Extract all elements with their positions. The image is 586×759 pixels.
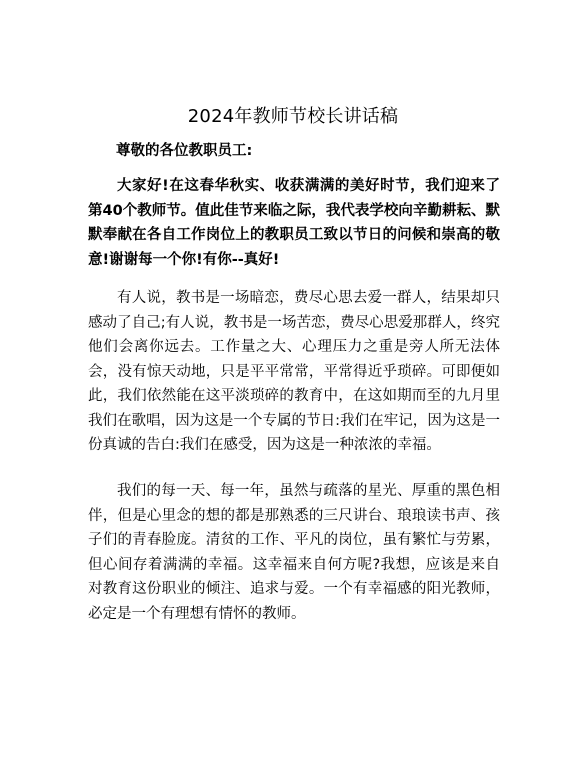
salutation: 尊敬的各位教职员工:: [116, 143, 253, 159]
paragraph-happiness: 我们的每一天、每一年，虽然与疏落的星光、厚重的黑色相伴，但是心里念的想的都是那熟悉的三尺讲台、琅琅读书声、孩子们的青春脸庞。清贫的工作、平凡的岗位，虽有繁忙与劳累，但心间存着满满的幸福。这幸福来自何方呢?我想，应该是来自对教育这份职业的倾注、追求与爱。一个有幸福感的阳光教师，必定是一个有理想有情怀的教师。: [88, 483, 500, 622]
document-title: 2024年教师节校长讲话稿: [187, 106, 399, 127]
paragraph-greeting: 大家好!在这春华秋实、收获满满的美好时节，我们迎来了第40个教师节。值此佳节来临之际，我代表学校向辛勤耕耘、默默奉献在各自工作岗位上的教职员工致以节日的问候和崇高的敬意!谢谢每一个你!有你--真好!: [88, 178, 500, 268]
paragraph-teaching: 有人说，教书是一场暗恋，费尽心思去爱一群人，结果却只感动了自己;有人说，教书是一场苦恋，费尽心思爱那群人，终究他们会离你远去。工作量之大、心理压力之重是旁人所无法体会，没有惊天动地，只是平平常常，平常得近乎琐碎。可即便如此，我们依然能在这平淡琐碎的教育中，在这如期而至的九月里我们在歌唱，因为这是一个专属的节日:我们在牢记，因为这是一份真诚的告白:我们在感受，因为这是一种浓浓的幸福。: [88, 290, 500, 453]
